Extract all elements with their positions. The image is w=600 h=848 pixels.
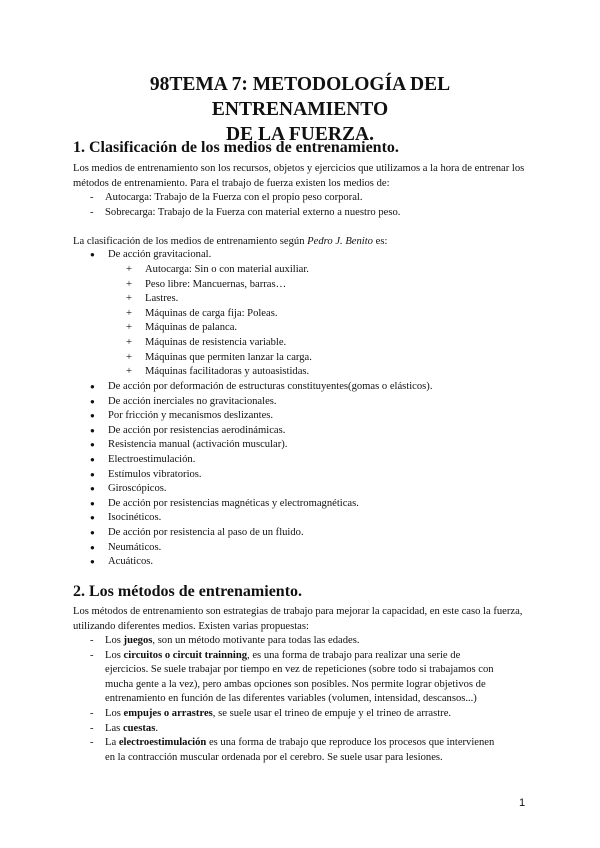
list-item: - Los circuitos o circuit trainning, es una forma de trabajo para realizar una serie de ejercicios. Se suele trabajar por tiempo en vez de repeticiones (sobre todo si trabajamos con mucha gente a la vez), pero ambas opciones son posibles. Nos permite lograr objetivos de entrenamiento en función de las diferentes variables (volumen, intensidad, descansos...) bbox=[90, 649, 494, 705]
bullet-marker: ● bbox=[90, 382, 95, 391]
author-name: Pedro J. Benito bbox=[307, 236, 373, 247]
bullet-marker: ● bbox=[90, 425, 95, 435]
list-item: + Máquinas que permiten lanzar la carga. bbox=[0, 351, 600, 366]
list-item: ● De acción por resistencia al paso de un fluido. bbox=[0, 526, 600, 541]
list-item: - Sobrecarga: Trabajo de la Fuerza con material externo a nuestro peso. bbox=[0, 206, 500, 221]
list-item: + Máquinas de carga fija: Poleas. bbox=[0, 307, 600, 322]
page-number: 1 bbox=[519, 797, 526, 809]
list-item: - Los empujes o arrastres, se suele usar el trineo de empuje y el trineo de arrastre. bbox=[0, 707, 500, 722]
list-item: ● Neumáticos. bbox=[0, 541, 600, 556]
list-item: - La electroestimulación es una forma de trabajo que reproduce los procesos que intervienen en la contracción muscular ordenada por el cerebro. Se suele usar para lesiones. bbox=[90, 737, 495, 763]
plus-marker: + bbox=[126, 307, 132, 319]
dash-marker: - bbox=[90, 192, 94, 203]
bullet-marker: ● bbox=[90, 498, 95, 508]
method-name: juegos bbox=[123, 635, 153, 646]
list-item: ● Por fricción y mecanismos deslizantes. bbox=[0, 409, 600, 424]
list-item: + Peso libre: Mancuernas, barras… bbox=[0, 278, 600, 293]
list-item: ● De acción por resistencias magnéticas y electromagnéticas. bbox=[0, 497, 600, 512]
gravitational-sublist bbox=[0, 263, 600, 380]
list-item: + Autocarga: Sin o con material auxiliar. bbox=[0, 263, 600, 278]
section-2-heading: 2. Los métodos de entrenamiento. bbox=[73, 583, 303, 600]
plus-marker: + bbox=[126, 278, 132, 290]
dash-marker: - bbox=[90, 737, 94, 749]
section-1-heading: 1. Clasificación de los medios de entrenamiento. bbox=[73, 139, 399, 156]
plus-marker: + bbox=[126, 264, 132, 275]
list-item: - Autocarga: Trabajo de la Fuerza con el propio peso corporal. bbox=[0, 191, 500, 206]
bullet-marker: ● bbox=[90, 454, 95, 464]
list-item: ● De acción inerciales no gravitacionales. bbox=[0, 395, 600, 410]
bullet-marker: ● bbox=[90, 484, 95, 494]
list-item: ● Isocinéticos. bbox=[0, 511, 600, 526]
list-item: + Lastres. bbox=[0, 292, 600, 307]
list-item: + Máquinas facilitadoras y autoasistidas. bbox=[0, 365, 600, 380]
means-list bbox=[0, 191, 600, 220]
methods-list bbox=[0, 634, 600, 765]
list-item: ● Resistencia manual (activación muscular). bbox=[0, 438, 600, 453]
plus-marker: + bbox=[126, 293, 132, 305]
bullet-marker: ● bbox=[90, 527, 95, 537]
plus-marker: + bbox=[126, 366, 132, 378]
list-item: ● De acción gravitacional. bbox=[0, 248, 600, 263]
section-1-intro: Los medios de entrenamiento son los recursos, objetos y ejercicios que utilizamos a la hora de entrenar los métodos de entrenamiento. Para el trabajo de fuerza existen los medios de: bbox=[73, 163, 525, 189]
bullet-marker: ● bbox=[90, 513, 95, 523]
bullet-marker: ● bbox=[90, 411, 95, 421]
method-name: circuitos o circuit trainning bbox=[123, 649, 248, 661]
dash-marker: - bbox=[90, 649, 94, 661]
method-name: electroestimulación bbox=[118, 737, 207, 749]
bullet-marker: ● bbox=[90, 469, 95, 479]
dash-marker: - bbox=[90, 635, 94, 646]
bullet-marker: ● bbox=[90, 557, 95, 567]
classification-intro: La clasificación de los medios de entrenamiento según Pedro J. Benito es: bbox=[73, 236, 388, 247]
bullet-marker: ● bbox=[90, 542, 95, 552]
list-item: ● Acuáticos. bbox=[0, 555, 600, 570]
list-item: + Máquinas de palanca. bbox=[0, 321, 600, 336]
list-item: - Las cuestas. bbox=[0, 722, 500, 737]
list-item: ● Estímulos vibratorios. bbox=[0, 468, 600, 483]
dash-marker: - bbox=[90, 722, 94, 734]
bullet-marker: ● bbox=[90, 396, 95, 406]
list-item: ● Electroestimulación. bbox=[0, 453, 600, 468]
gravitational-list bbox=[0, 248, 600, 263]
other-means-list bbox=[0, 380, 600, 570]
list-item: ● De acción por resistencias aerodinámicas. bbox=[0, 424, 600, 439]
list-item: + Máquinas de resistencia variable. bbox=[0, 336, 600, 351]
plus-marker: + bbox=[126, 351, 132, 363]
plus-marker: + bbox=[126, 322, 132, 334]
bullet-marker: ● bbox=[90, 250, 95, 259]
section-2-intro: Los métodos de entrenamiento son estrategias de trabajo para mejorar la capacidad, en este caso la fuerza, utilizando diferentes medios. Existen varias propuestas: bbox=[73, 606, 523, 632]
title-line-1: 98TEMA 7: METODOLOGÍA DEL ENTRENAMIENTO bbox=[149, 74, 451, 120]
list-item: ● Giroscópicos. bbox=[0, 482, 600, 497]
dash-marker: - bbox=[90, 206, 94, 218]
dash-marker: - bbox=[90, 707, 94, 719]
plus-marker: + bbox=[126, 336, 132, 348]
list-item: ● De acción por deformación de estructuras constituyentes(gomas o elásticos). bbox=[0, 380, 600, 395]
page-title bbox=[60, 72, 540, 147]
method-name: cuestas bbox=[122, 722, 156, 734]
method-name: empujes o arrastres bbox=[123, 707, 213, 719]
title-line-2: DE LA FUERZA. bbox=[226, 124, 374, 145]
bullet-marker: ● bbox=[90, 440, 95, 450]
list-item: - Los juegos, son un método motivante para todas las edades. bbox=[0, 634, 500, 649]
